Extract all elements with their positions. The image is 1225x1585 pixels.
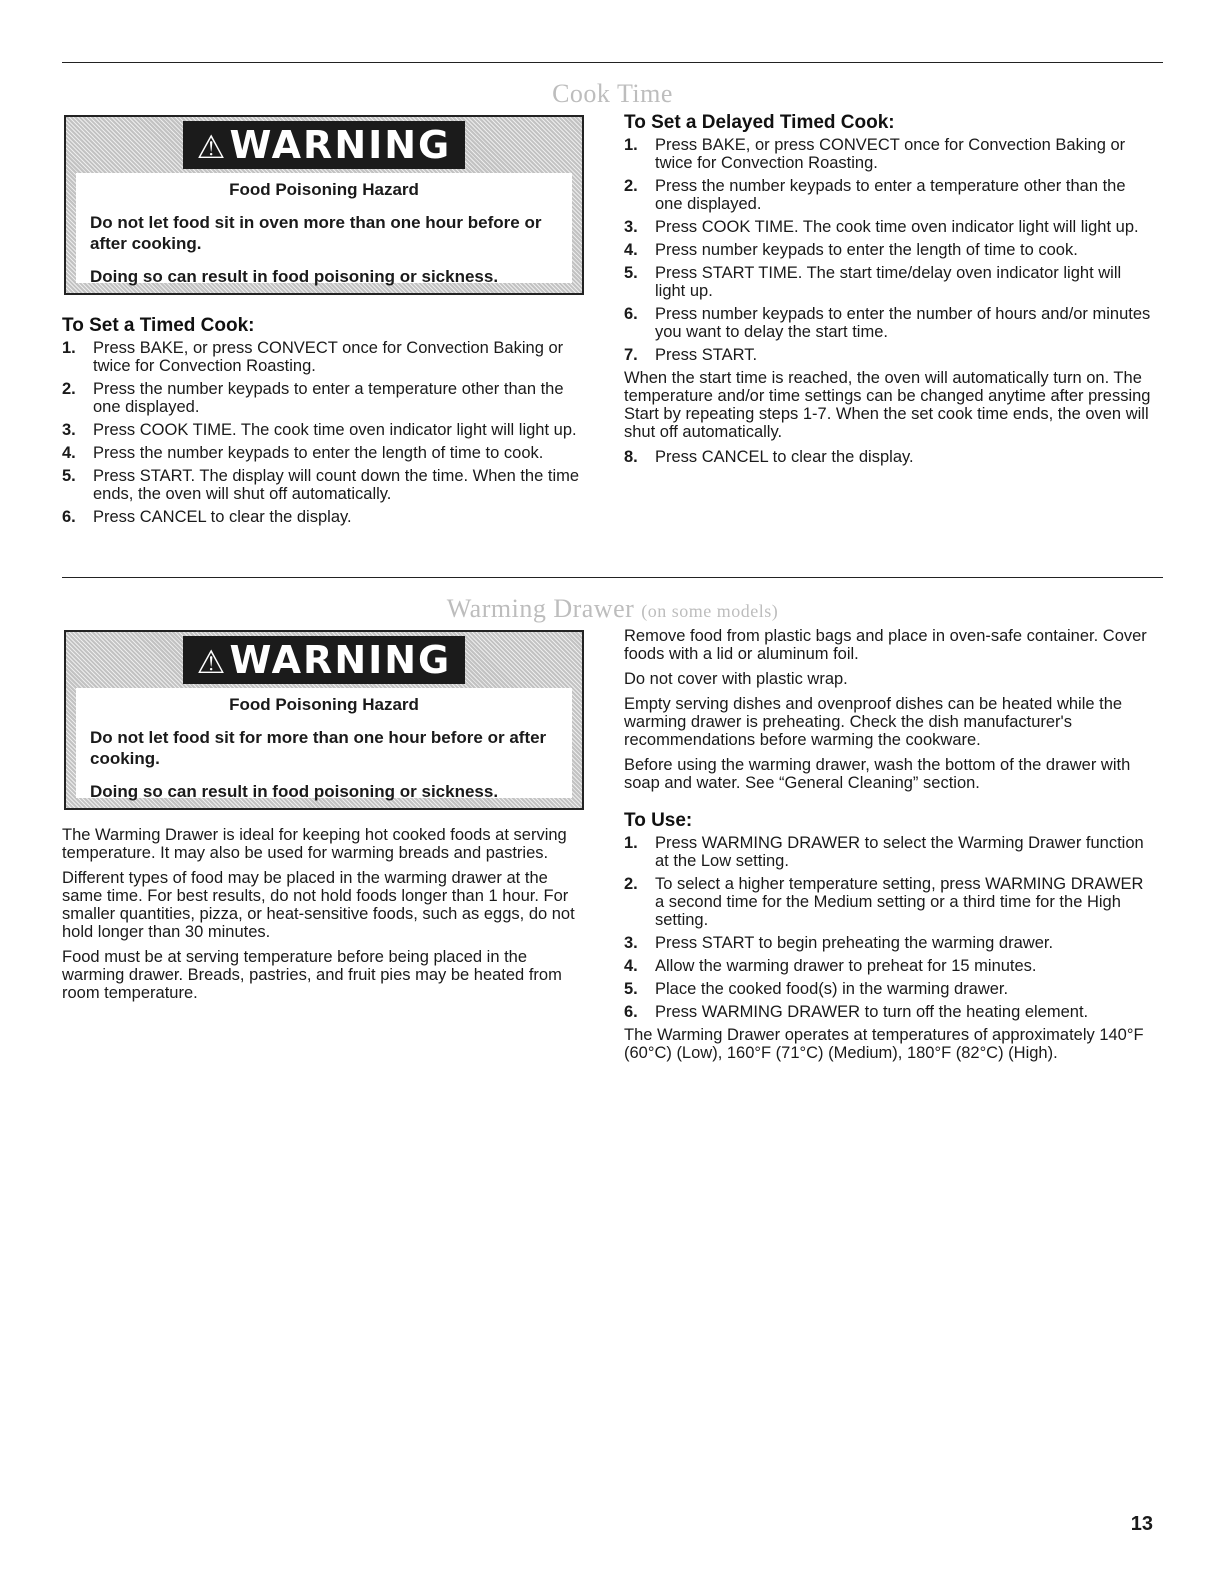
to-use-heading: To Use: (624, 810, 693, 831)
top-rule (62, 62, 1163, 63)
warning-triangle-icon: ⚠ (196, 128, 228, 166)
delayed-cook-heading: To Set a Delayed Timed Cook: (624, 112, 895, 133)
section-rule (62, 577, 1163, 578)
delayed-cook-steps (624, 136, 1154, 364)
warning-banner (66, 117, 582, 173)
list-item: 1. Press BAKE, or press CONVECT once for Convection Baking or twice for Convection Roasting. (62, 339, 564, 375)
list-item: 6. Press WARMING DRAWER to turn off the heating element. (624, 1003, 1089, 1021)
list-item: 5. Place the cooked food(s) in the warming drawer. (624, 980, 1009, 998)
warning-content (76, 173, 572, 286)
warming-drawer-subtitle: (on some models) (641, 601, 779, 621)
section-title-warming-drawer (62, 595, 1163, 625)
list-item: 2. Press the number keypads to enter a temperature other than the one displayed. (624, 177, 1126, 213)
list-item: 4. Press number keypads to enter the length of time to cook. (624, 241, 1078, 259)
delayed-cook-step-8 (624, 448, 1154, 466)
warning-text-2: Doing so can result in food poisoning or sickness. (90, 267, 499, 286)
timed-cook-heading: To Set a Timed Cook: (62, 315, 255, 336)
warming-drawer-title: Warming Drawer (446, 594, 635, 623)
warning-box-cook-time (64, 115, 584, 295)
warning-triangle-icon: ⚠ (196, 643, 228, 681)
delayed-cook-column (624, 112, 1154, 471)
list-item: 5. Press START. The display will count down the time. When the time ends, the oven will shut off automatically. (62, 467, 580, 503)
list-item: 5. Press START TIME. The start time/delay oven indicator light will light up. (624, 264, 1122, 300)
to-use-steps (624, 834, 1154, 1021)
hazard-title: Food Poisoning Hazard (229, 180, 419, 199)
paragraph: Remove food from plastic bags and place in oven-safe container. Cover foods with a lid or aluminum foil. (624, 627, 1147, 663)
warning-text-2: Doing so can result in food poisoning or sickness. (90, 782, 499, 801)
paragraph: Different types of food may be placed in the warming drawer at the same time. For best results, do not hold foods longer than 1 hour. For smaller quantities, pizza, or heat-sensitive foods, such as eggs, do not hold longer than 30 minutes. (62, 869, 575, 941)
temperature-note: The Warming Drawer operates at temperatures of approximately 140°F (60°C) (Low), 160°F (71°C) (Medium), 180°F (82°C) (High). (624, 1026, 1144, 1062)
list-item: 3. Press COOK TIME. The cook time oven indicator light will light up. (624, 218, 1139, 236)
warning-label: WARNING (229, 123, 452, 167)
list-item: 6. Press CANCEL to clear the display. (62, 508, 352, 526)
list-item: 4. Press the number keypads to enter the length of time to cook. (62, 444, 544, 462)
list-item: 3. Press START to begin preheating the warming drawer. (624, 934, 1054, 952)
list-item: 3. Press COOK TIME. The cook time oven indicator light will light up. (62, 421, 577, 439)
warning-text-1: Do not let food sit for more than one hour before or after cooking. (90, 728, 547, 768)
warning-label: WARNING (229, 638, 452, 682)
hazard-title: Food Poisoning Hazard (229, 695, 419, 714)
paragraph: Do not cover with plastic wrap. (624, 670, 848, 688)
timed-cook-steps (62, 339, 587, 526)
warming-drawer-right-column (624, 627, 1154, 1069)
list-item: 1. Press BAKE, or press CONVECT once for Convection Baking or twice for Convection Roasting. (624, 136, 1126, 172)
paragraph: Empty serving dishes and ovenproof dishes can be heated while the warming drawer is preheating. Check the dish manufacturer's recommendations before warming the cookware. (624, 695, 1123, 749)
list-item: 6. Press number keypads to enter the number of hours and/or minutes you want to delay the start time. (624, 305, 1151, 341)
page-number: 13 (1130, 1513, 1153, 1535)
warming-drawer-left-column (62, 826, 590, 1009)
warning-banner (66, 632, 582, 688)
paragraph: Food must be at serving temperature before being placed in the warming drawer. Breads, pastries, and fruit pies may be heated from room temperature. (62, 948, 562, 1002)
cook-time-title: Cook Time (552, 79, 673, 108)
paragraph: The Warming Drawer is ideal for keeping hot cooked foods at serving temperature. It may also be used for warming breads and pastries. (62, 826, 567, 862)
section-title-cook-time (62, 80, 1163, 108)
warning-content (76, 688, 572, 801)
list-item: 8. Press CANCEL to clear the display. (624, 448, 914, 466)
paragraph: Before using the warming drawer, wash the bottom of the drawer with soap and water. See “General Cleaning” section. (624, 756, 1131, 792)
warning-box-warming-drawer (64, 630, 584, 810)
list-item: 7. Press START. (624, 346, 758, 364)
delayed-cook-note: When the start time is reached, the oven will automatically turn on. The temperature and/or time settings can be changed anytime after pressing Start by repeating steps 1-7. When the set cook time ends, the oven will shut off automatically. (624, 369, 1151, 441)
timed-cook-column (62, 315, 587, 531)
list-item: 4. Allow the warming drawer to preheat for 15 minutes. (624, 957, 1037, 975)
list-item: 1. Press WARMING DRAWER to select the Warming Drawer function at the Low setting. (624, 834, 1144, 870)
list-item: 2. Press the number keypads to enter a temperature other than the one displayed. (62, 380, 564, 416)
list-item: 2. To select a higher temperature setting, press WARMING DRAWER a second time for the Medium setting or a third time for the High setting. (624, 875, 1144, 929)
warning-text-1: Do not let food sit in oven more than one hour before or after cooking. (90, 213, 542, 253)
